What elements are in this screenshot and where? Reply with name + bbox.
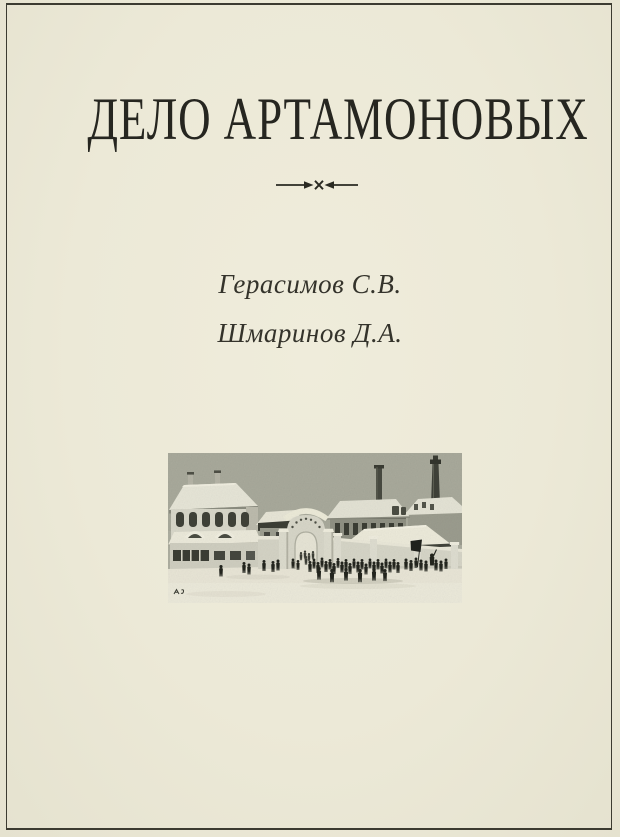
author-line-2: Шмаринов Д.А. (217, 318, 403, 348)
author-line-1: Герасимов С.В. (218, 269, 402, 299)
authors-block (0, 270, 620, 368)
halftone-grain (168, 453, 462, 603)
book-title: ДЕЛО АРТАМОНОВЫХ (87, 85, 589, 153)
illustration-canvas (168, 453, 462, 603)
title-page-illustration (168, 453, 462, 603)
divider-ornament-icon (275, 176, 359, 194)
